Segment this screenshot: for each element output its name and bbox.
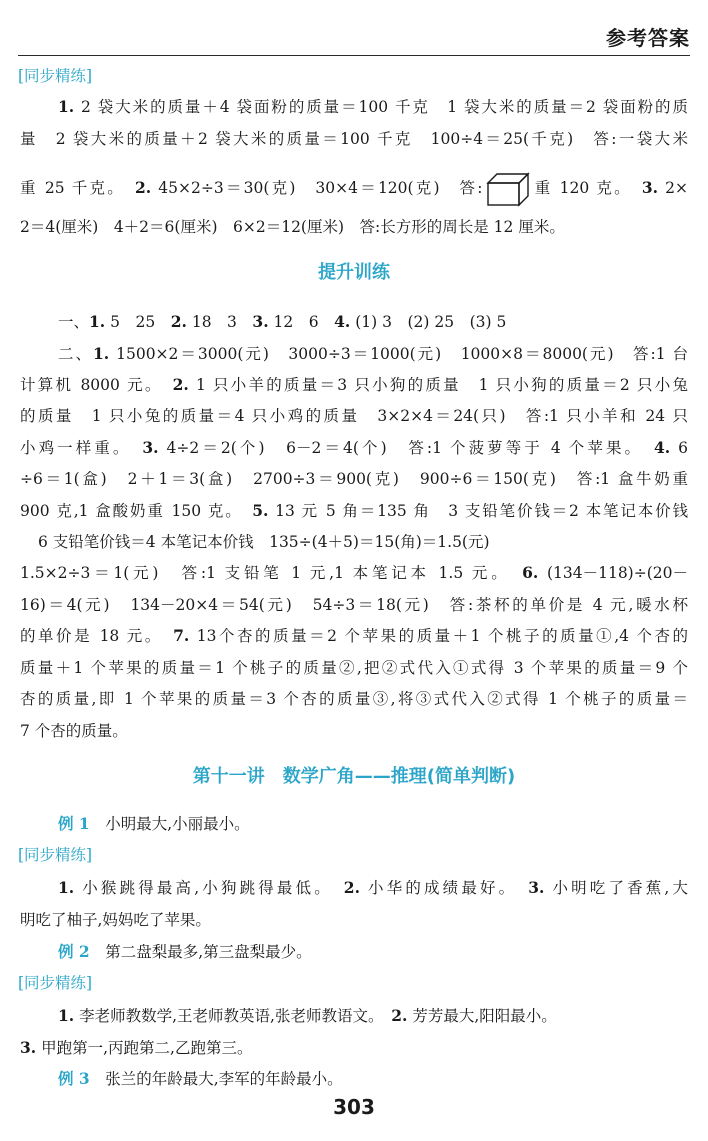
lesson-heading: 第十一讲 数学广角——推理(简单判断) [192,766,516,787]
text-line: 二、1. 1500×2＝3000(元) 3000÷3＝1000(元) 1000×8＝8000(元) 答:1 台 [58,344,688,363]
text-line: 3. 甲跑第一,丙跑第二,乙跑第三。 [20,1038,253,1057]
text-line: 量 2 袋大米的质量＋2 袋大米的质量＝100 千克 100÷4＝25(千克) 答:一袋大米 [20,130,688,148]
text-line: 1.5×2÷3＝1(元) 答:1 支铅笔 1 元,1 本笔记本 1.5 元。 6. (134－118)÷(20－ [20,563,688,582]
section-tag: [同步精练] [18,846,93,864]
page-number: 303 [333,1095,375,1119]
section-tag: [同步精练] [18,67,93,85]
text-line: 杏的质量,即 1 个苹果的质量＝3 个杏的质量③,将③式代入②式得 1 个桃子的质量＝ [20,690,688,708]
text-line: 质量＋1 个苹果的质量＝1 个桃子的质量②,把②式代入①式得 3 个苹果的质量＝9 个 [20,659,688,677]
example-line: 例 3 张兰的年龄最大,李军的年龄最小。 [58,1069,343,1088]
text-line: 900 克,1 盒酸奶重 150 克。 5. 13 元 5 角＝135 角 3 支铅笔价钱＝2 本笔记本价钱 [20,501,688,520]
text-line: 一、1. 5 25 2. 18 3 3. 12 6 4. (1) 3 (2) 25 (3) 5 [58,312,507,331]
text-line: 小鸡一样重。 3. 4÷2＝2(个) 6－2＝4(个) 答:1 个菠萝等于 4 个苹果。 4. 6 [20,438,688,457]
text-line: 1. 小猴跳得最高,小狗跳得最低。 2. 小华的成绩最好。 3. 小明吃了香蕉,大 [58,878,688,897]
text-line: 重 25 千克。 2. 45×2÷3＝30(克) 30×4＝120(克) 答: 重 120 克。 3. 2× [20,171,688,207]
text-line: 明吃了柚子,妈妈吃了苹果。 [20,911,211,929]
text-line: 计算机 8000 元。 2. 1 只小羊的质量＝3 只小狗的质量 1 只小狗的质量＝2 只小兔 [20,375,688,394]
text-line: 的单价是 18 元。 7. 13个杏的质量＝2 个苹果的质量＋1 个桃子的质量①,4 个杏的 [20,626,688,645]
example-line: 例 2 第二盘梨最多,第三盘梨最少。 [58,942,312,961]
header-label: 参考答案 [606,26,690,50]
text-line: 的质量 1 只小兔的质量＝4 只小鸡的质量 3×2×4＝24(只) 答:1 只小羊和 24 只 [20,407,688,425]
text-line: 1. 李老师教数学,王老师教英语,张老师教语文。 2. 芳芳最大,阳阳最小。 [58,1006,557,1025]
text-line: 1. 2 袋大米的质量＋4 袋面粉的质量＝100 千克 1 袋大米的质量＝2 袋面粉的质 [58,97,688,116]
example-line: 例 1 小明最大,小丽最小。 [58,814,250,833]
header-divider [18,55,690,56]
section-tag: [同步精练] [18,974,93,992]
text-line: 2＝4(厘米) 4＋2＝6(厘米) 6×2＝12(厘米) 答:长方形的周长是 12 厘米。 [20,218,565,236]
text-line: 6 支铅笔价钱＝4 本笔记本价钱 135÷(4＋5)＝15(角)＝1.5(元) [38,533,490,551]
text-line: ÷6＝1(盒) 2＋1＝3(盒) 2700÷3＝900(克) 900÷6＝150(克) 答:1 盒牛奶重 [20,470,688,488]
section-heading: 提升训练 [318,262,390,283]
text-line: 16)＝4(元) 134－20×4＝54(元) 54÷3＝18(元) 答:茶杯的单价是 4 元,暖水杯 [20,596,688,614]
cube-icon [485,171,531,207]
text-line: 7 个杏的质量。 [20,722,128,740]
